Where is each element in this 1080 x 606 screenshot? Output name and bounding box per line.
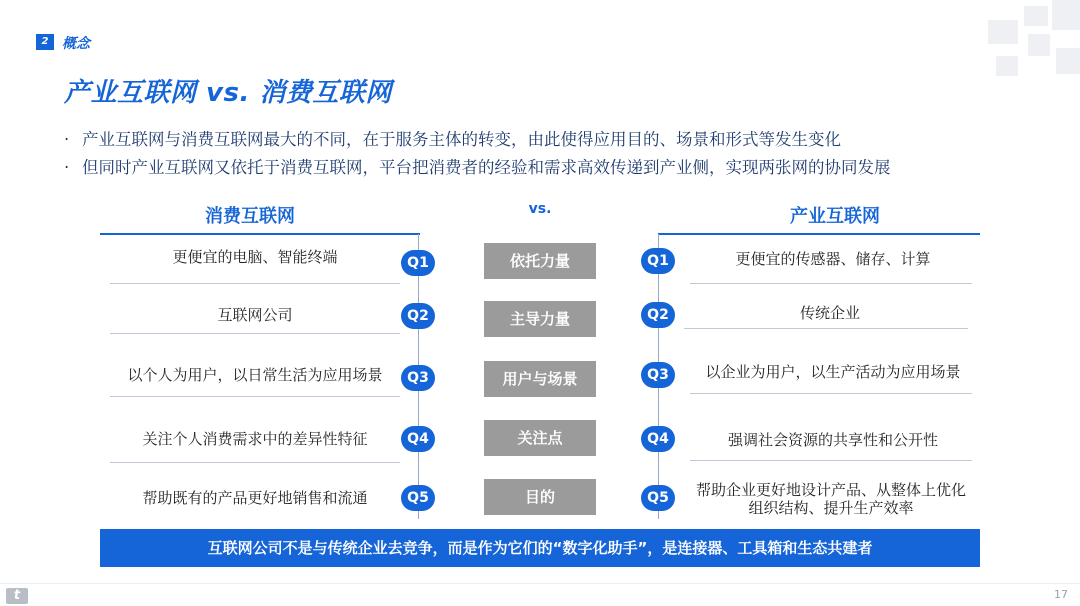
- question-badge: Q5: [401, 485, 435, 511]
- bullet-item: · 但同时产业互联网又依托于消费互联网，平台把消费者的经验和需求高效传递到产业侧，实现两张网的协同发展: [64, 154, 891, 182]
- footer-divider: [0, 583, 1080, 584]
- right-header-rule: [658, 233, 980, 235]
- decor-square: [1056, 48, 1080, 74]
- decor-square: [1028, 34, 1050, 56]
- right-column-header: 产业互联网: [790, 206, 880, 227]
- question-badge: Q5: [641, 485, 675, 511]
- question-badge: Q2: [401, 303, 435, 329]
- right-row-divider: [690, 283, 972, 284]
- brand-logo-icon: t: [6, 588, 28, 604]
- dimension-box: 关注点: [484, 420, 596, 456]
- right-cell: 更便宜的传感器、储存、计算: [735, 250, 931, 268]
- page-title: 产业互联网 vs. 消费互联网: [64, 78, 392, 108]
- bullet-item: · 产业互联网与消费互联网最大的不同，在于服务主体的转变，由此使得应用目的、场景和形式等发生变化: [64, 126, 891, 154]
- left-row-divider: [110, 396, 400, 397]
- left-row-divider: [110, 462, 400, 463]
- right-cell: 帮助企业更好地设计产品、从整体上优化 组织结构、提升生产效率: [695, 481, 966, 517]
- left-cell: 以个人为用户，以日常生活为应用场景: [127, 366, 383, 384]
- decor-square: [996, 56, 1018, 76]
- left-cell: 互联网公司: [217, 306, 293, 324]
- left-cell: 帮助既有的产品更好地销售和流通: [142, 489, 368, 507]
- left-header-rule: [100, 233, 420, 235]
- question-badge: Q3: [401, 365, 435, 391]
- conclusion-banner: 互联网公司不是与传统企业去竞争，而是作为它们的“数字化助手”，是连接器、工具箱和生态共建者: [100, 529, 980, 567]
- decor-square: [1052, 0, 1080, 30]
- section-label: 概念: [62, 36, 90, 52]
- question-badge: Q4: [641, 426, 675, 452]
- left-row-divider: [110, 283, 400, 284]
- question-badge: Q3: [641, 362, 675, 388]
- question-badge: Q1: [641, 248, 675, 274]
- right-cell: 以企业为用户，以生产活动为应用场景: [705, 363, 961, 381]
- left-cell: 关注个人消费需求中的差异性特征: [142, 430, 368, 448]
- section-number-badge: 2: [36, 34, 54, 50]
- dimension-box: 用户与场景: [484, 361, 596, 397]
- decor-square: [1024, 6, 1048, 26]
- question-badge: Q4: [401, 426, 435, 452]
- dimension-box: 目的: [484, 479, 596, 515]
- left-cell: 更便宜的电脑、智能终端: [172, 248, 338, 266]
- right-row-divider: [684, 328, 968, 329]
- vs-label: vs.: [528, 201, 552, 217]
- decor-square: [988, 20, 1018, 44]
- right-cell: 强调社会资源的共享性和公开性: [727, 431, 938, 449]
- question-badge: Q1: [401, 250, 435, 276]
- dimension-box: 主导力量: [484, 301, 596, 337]
- bullet-list: [64, 126, 891, 182]
- question-badge: Q2: [641, 302, 675, 328]
- left-column-header: 消费互联网: [205, 206, 295, 227]
- right-row-divider: [690, 460, 972, 461]
- dimension-box: 依托力量: [484, 243, 596, 279]
- right-cell: 传统企业: [799, 304, 860, 322]
- left-row-divider: [110, 333, 400, 334]
- page-number: 17: [1054, 588, 1068, 601]
- right-row-divider: [690, 393, 972, 394]
